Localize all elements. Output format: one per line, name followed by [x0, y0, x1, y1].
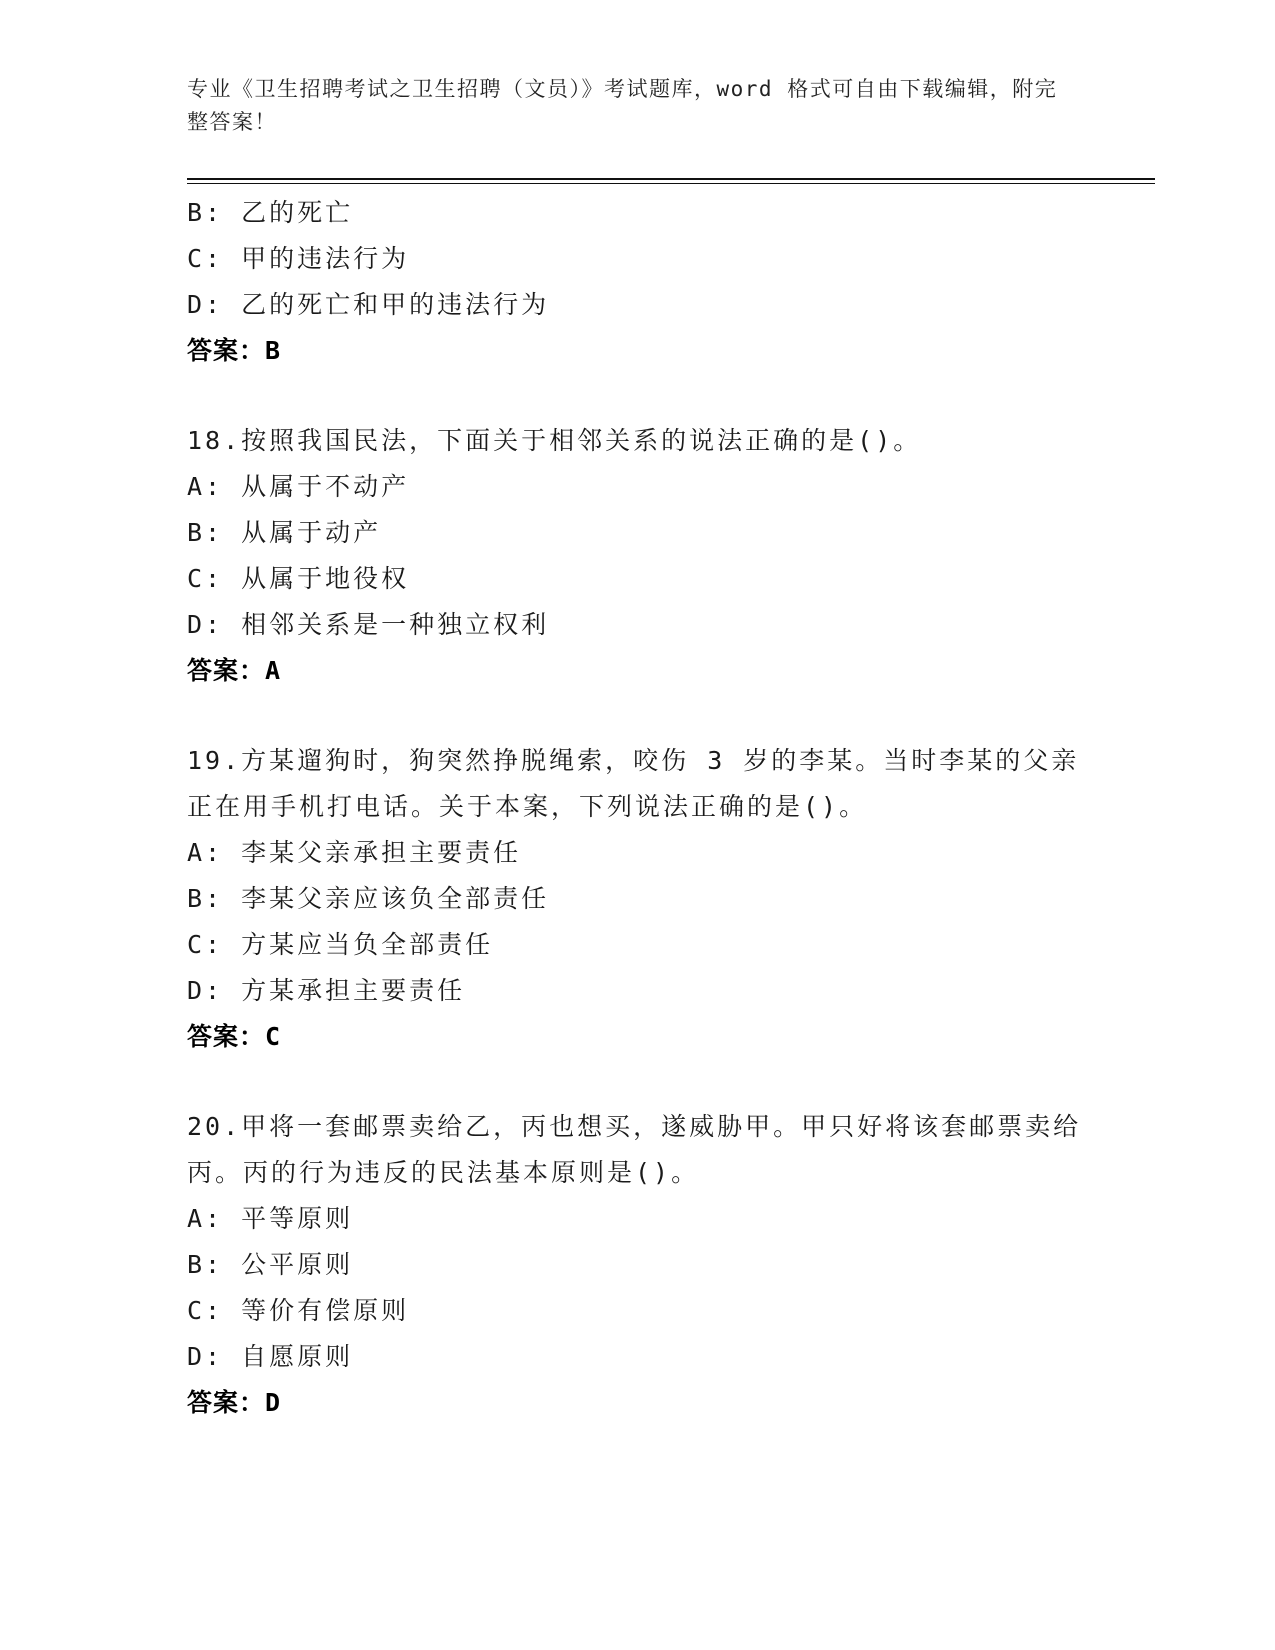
document-header: 专业《卫生招聘考试之卫生招聘（文员）》考试题库，word 格式可自由下载编辑，附完整答案！ [187, 77, 1058, 134]
option-a: A: 平等原则 [187, 1204, 354, 1233]
question-19 [187, 738, 1087, 1060]
question-list [187, 190, 1087, 1426]
option-d: D: 方某承担主要责任 [187, 976, 466, 1005]
answer-label: 答案：A [187, 656, 282, 685]
question-17 [187, 190, 1087, 374]
header-divider-thick [187, 178, 1155, 180]
question-20 [187, 1104, 1087, 1426]
option-b: B: 公平原则 [187, 1250, 354, 1279]
answer-label: 答案：D [187, 1388, 282, 1417]
option-d: D: 相邻关系是一种独立权利 [187, 610, 550, 639]
answer-label: 答案：C [187, 1022, 282, 1051]
option-b: B: 从属于动产 [187, 518, 382, 547]
question-stem: 20.甲将一套邮票卖给乙，丙也想买，遂威胁甲。甲只好将该套邮票卖给丙。丙的行为违反的民法基本原则是()。 [187, 1112, 1082, 1187]
question-stem: 19.方某遛狗时，狗突然挣脱绳索，咬伤 3 岁的李某。当时李某的父亲正在用手机打电话。关于本案，下列说法正确的是()。 [187, 746, 1080, 821]
option-c: C: 从属于地役权 [187, 564, 410, 593]
option-b: B: 乙的死亡 [187, 198, 354, 227]
option-a: A: 从属于不动产 [187, 472, 410, 501]
answer-label: 答案：B [187, 336, 282, 365]
header-divider-thin [187, 183, 1155, 184]
question-stem: 18.按照我国民法，下面关于相邻关系的说法正确的是()。 [187, 426, 922, 455]
option-a: A: 李某父亲承担主要责任 [187, 838, 522, 867]
option-c: C: 方某应当负全部责任 [187, 930, 494, 959]
option-d: D: 乙的死亡和甲的违法行为 [187, 290, 550, 319]
option-d: D: 自愿原则 [187, 1342, 354, 1371]
option-c: C: 等价有偿原则 [187, 1296, 410, 1325]
option-b: B: 李某父亲应该负全部责任 [187, 884, 550, 913]
option-c: C: 甲的违法行为 [187, 244, 410, 273]
question-18 [187, 418, 1087, 694]
